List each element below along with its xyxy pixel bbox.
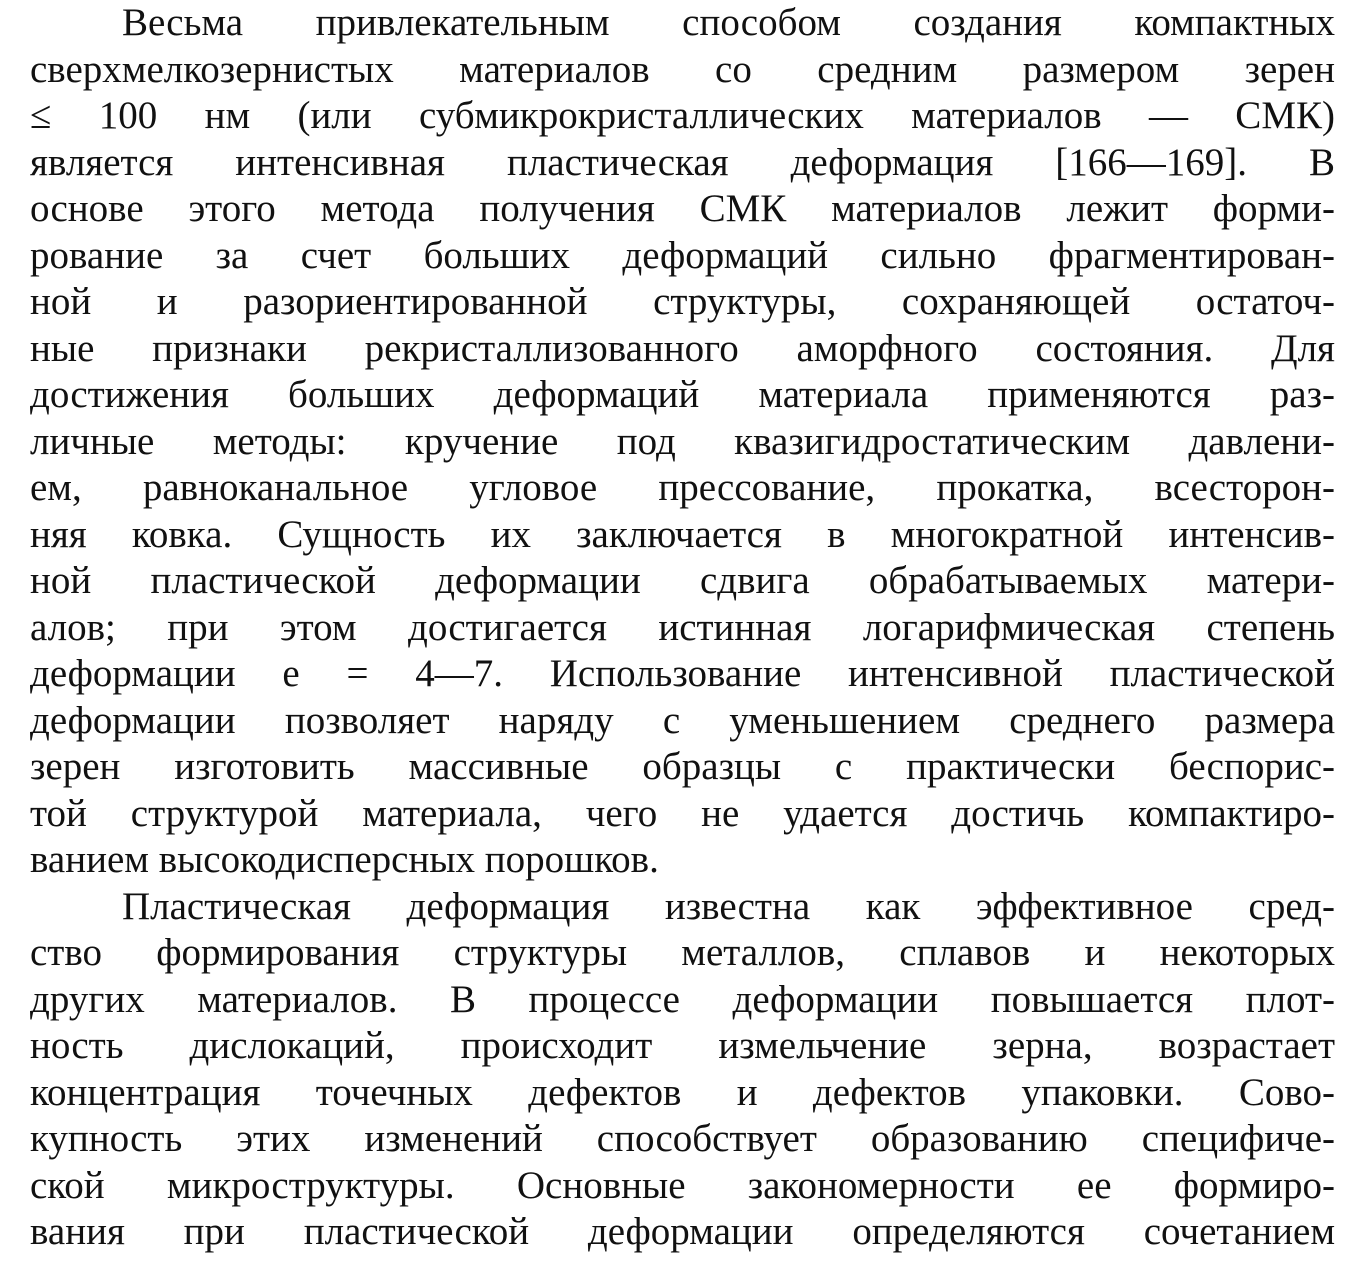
text-line: вания при пластической деформации определяются сочетанием bbox=[30, 1210, 1335, 1253]
text-line: купность этих изменений способствует образованию специфиче- bbox=[30, 1117, 1335, 1160]
text-line: основе этого метода получения СМК материалов лежит форми- bbox=[30, 187, 1335, 230]
text-line: той структурой материала, чего не удается достичь компактиро- bbox=[30, 791, 1335, 835]
text-line: ные признаки рекристаллизованного аморфного состояния. Для bbox=[30, 326, 1335, 370]
text-line: няя ковка. Сущность их заключается в многократной интенсив- bbox=[30, 512, 1335, 556]
text-line: ской микроструктуры. Основные закономерности ее формиро- bbox=[30, 1163, 1335, 1207]
text-line: алов; при этом достигается истинная логарифмическая степень bbox=[30, 605, 1335, 649]
text-line: других материалов. В процессе деформации повышается плот- bbox=[30, 977, 1335, 1021]
text-line: ной пластической деформации сдвига обрабатываемых матери- bbox=[30, 559, 1335, 602]
text-line: ем, равноканальное угловое прессование, прокатка, всесторон- bbox=[30, 466, 1335, 509]
text-line: ванием высокодисперсных порошков. bbox=[30, 838, 659, 881]
text-line: ной и разориентированной структуры, сохраняющей остаточ- bbox=[30, 280, 1335, 323]
text-line: личные методы: кручение под квазигидростатическим давлени- bbox=[30, 419, 1335, 463]
text-line: деформации позволяет наряду с уменьшением среднего размера bbox=[30, 698, 1335, 742]
text-line: рование за счет больших деформаций сильно фрагментирован- bbox=[30, 233, 1335, 277]
document-body bbox=[30, 0, 1335, 1256]
paragraph-1 bbox=[30, 0, 1335, 884]
text-line: ность дислокаций, происходит измельчение зерна, возрастает bbox=[30, 1024, 1335, 1067]
text-line: концентрация точечных дефектов и дефектов упаковки. Сово- bbox=[30, 1070, 1335, 1114]
text-line: сверхмелкозернистых материалов со средним размером зерен bbox=[30, 47, 1335, 91]
text-line: зерен изготовить массивные образцы с практически беспорис- bbox=[30, 745, 1335, 788]
text-line: деформации e = 4—7. Использование интенсивной пластической bbox=[30, 652, 1335, 695]
text-line: Пластическая деформация известна как эффективное сред- bbox=[122, 884, 1335, 928]
text-line: ство формирования структуры металлов, сплавов и некоторых bbox=[30, 931, 1335, 974]
text-line: является интенсивная пластическая деформация [166—169]. В bbox=[30, 140, 1335, 184]
paragraph-2 bbox=[30, 884, 1335, 1256]
text-line: ≤ 100 нм (или субмикрокристаллических материалов — СМК) bbox=[30, 94, 1335, 137]
text-line: достижения больших деформаций материала применяются раз- bbox=[30, 373, 1335, 416]
text-line: Весьма привлекательным способом создания компактных bbox=[122, 1, 1335, 44]
